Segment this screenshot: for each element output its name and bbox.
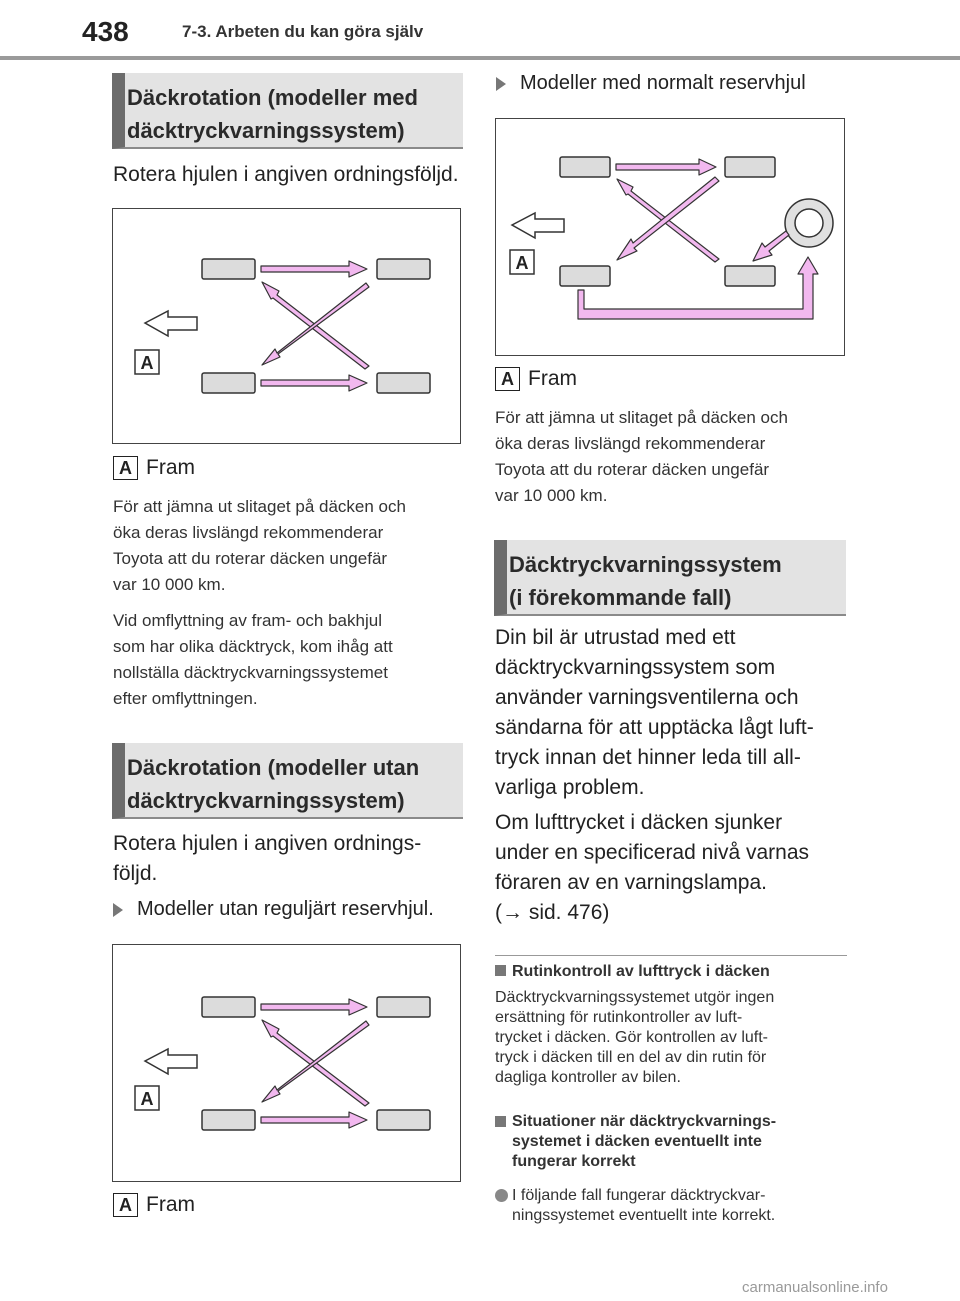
text-line: som har olika däcktryck, kom ihåg att	[113, 637, 393, 656]
text-line: använder varningsventilerna och	[495, 686, 799, 709]
text-line: var 10 000 km.	[495, 486, 608, 505]
circle-bullet-icon	[495, 1189, 508, 1202]
caption-front-3	[495, 367, 577, 391]
arrow-front-to-right	[616, 159, 716, 175]
rotation-diagram-2	[112, 944, 461, 1182]
tire-rear-left	[560, 266, 610, 286]
subheading-text: Rutinkontroll av lufttryck i däcken	[512, 963, 770, 980]
bullet-with-spare	[496, 72, 806, 95]
rotation-diagram-svg	[113, 209, 460, 443]
caption-text: Fram	[146, 456, 195, 479]
chapter-title: 7-3. Arbeten du kan göra själv	[182, 22, 424, 41]
page-number: 438	[82, 16, 129, 47]
text-line: ningssystemet eventuellt inte korrekt.	[512, 1207, 776, 1224]
rotation-diagram-with-spare	[495, 118, 845, 356]
label-a-text: A	[140, 1089, 154, 1109]
caption-text: Fram	[146, 1193, 195, 1216]
subheading-routine-check	[495, 962, 770, 982]
text-line: För att jämna ut slitaget på däcken och	[113, 497, 406, 516]
text-line: Vid omflyttning av fram- och bakhjul	[113, 611, 382, 630]
paragraph-rotation-interval-2	[495, 405, 850, 509]
text-line: Om lufttrycket i däcken sjunker	[495, 811, 783, 834]
heading-line: Däckrotation (modeller utan	[127, 755, 420, 780]
tire-front-left	[560, 157, 610, 177]
label-a-text: A	[140, 353, 154, 373]
arrow-rear-to-right	[261, 375, 367, 391]
divider	[495, 955, 847, 956]
tire-front-right	[725, 157, 775, 177]
text-line: Rotera hjulen i angiven ordnings-	[113, 832, 422, 855]
tire-front-right	[377, 997, 430, 1017]
subheading-tpms-malfunction	[495, 1112, 850, 1172]
watermark: carmanualsonline.info	[742, 1279, 888, 1296]
spare-wheel-icon	[785, 199, 833, 247]
text-line: öka deras livslängd rekommenderar	[495, 434, 766, 453]
header-rule	[0, 56, 960, 60]
text-line: Däcktryckvarningssystemet utgör ingen	[495, 989, 775, 1006]
arrow-spare-to-rear	[753, 231, 789, 261]
text-line: Toyota att du roterar däcken ungefär	[495, 460, 770, 479]
bullet-text: Modeller med normalt reservhjul	[520, 72, 806, 94]
text-line: dagliga kontroller av bilen.	[495, 1069, 681, 1086]
paragraph-reset-tpms	[113, 608, 468, 712]
page-reference-link[interactable]: (→ sid. 476)	[495, 901, 610, 924]
text-line: tryck innan det hinner leda till all-	[495, 746, 801, 769]
heading-line: Däcktryckvarningssystem	[509, 552, 782, 577]
bullet-no-spare	[113, 898, 434, 921]
paragraph-tpms-description	[495, 623, 850, 803]
front-direction-arrow-icon	[145, 311, 197, 336]
text-line: I följande fall fungerar däcktryckvar-	[512, 1187, 766, 1204]
triangle-bullet-icon	[496, 77, 506, 91]
text-line: var 10 000 km.	[113, 575, 226, 594]
tire-rear-right	[377, 1110, 430, 1130]
text-line: efter omflyttningen.	[113, 689, 258, 708]
text-line: föraren av en varningslampa.	[495, 871, 767, 894]
arrow-rear-to-right	[261, 1112, 367, 1128]
tire-rear-right	[377, 373, 430, 393]
text-line: Situationer när däcktryckvarnings-	[512, 1113, 777, 1130]
paragraph-rotation-interval	[113, 494, 468, 598]
rotation-diagram-1	[112, 208, 461, 444]
tire-rear-right	[725, 266, 775, 286]
bullet-tpms-malfunction	[495, 1186, 850, 1226]
front-direction-arrow-icon	[512, 213, 564, 238]
text-line: sändarna för att upptäcka lågt luft-	[495, 716, 814, 739]
label-a-badge: A	[495, 367, 520, 391]
tire-front-left	[202, 997, 255, 1017]
caption-front-1	[113, 456, 195, 480]
section-heading-with-tpms	[112, 73, 463, 149]
text-line: Toyota att du roterar däcken ungefär	[113, 549, 388, 568]
arrow-rear-to-spare	[578, 257, 818, 319]
rotation-diagram-svg	[113, 945, 460, 1181]
heading-line: däcktryckvarningssystem)	[127, 118, 405, 143]
arrow-front-to-right	[261, 999, 367, 1015]
heading-line: Däckrotation (modeller med	[127, 85, 418, 110]
intro-text: Rotera hjulen i angiven ordningsföljd.	[113, 163, 459, 186]
arrow-front-to-right	[261, 261, 367, 277]
triangle-bullet-icon	[113, 903, 123, 917]
tire-front-left	[202, 259, 255, 279]
square-bullet-icon	[495, 965, 506, 976]
text-line: under en specificerad nivå varnas	[495, 841, 810, 864]
label-a-badge: A	[113, 456, 138, 480]
text-line: systemet i däcken eventuellt inte	[512, 1133, 762, 1150]
text-line: varliga problem.	[495, 776, 645, 799]
text-line: däcktryckvarningssystem som	[495, 656, 776, 679]
caption-text: Fram	[528, 367, 577, 390]
text-line: följd.	[113, 862, 158, 885]
paragraph-warning-light	[495, 808, 850, 928]
text-line: fungerar korrekt	[512, 1153, 636, 1170]
intro-text-2	[113, 829, 421, 889]
label-a-text: A	[515, 253, 529, 273]
heading-line: däcktryckvarningssystem)	[127, 788, 405, 813]
text-line: tryck i däcken till en del av din rutin för	[495, 1049, 767, 1066]
text-line: öka deras livslängd rekommenderar	[113, 523, 384, 542]
text-line: ersättning för rutinkontroller av luft-	[495, 1009, 743, 1026]
square-bullet-icon	[495, 1116, 506, 1127]
text-line: nollställa däcktryckvarningssystemet	[113, 663, 388, 682]
front-direction-arrow-icon	[145, 1049, 197, 1074]
paragraph-routine-check	[495, 988, 850, 1088]
text-line: trycket i däcken. Gör kontrollen av luft-	[495, 1029, 768, 1046]
tire-front-right	[377, 259, 430, 279]
text-line: För att jämna ut slitaget på däcken och	[495, 408, 788, 427]
rotation-diagram-svg	[496, 119, 844, 355]
section-heading-without-tpms	[112, 743, 463, 819]
label-a-badge: A	[113, 1193, 138, 1217]
caption-front-2	[113, 1193, 195, 1217]
bullet-text: Modeller utan reguljärt reservhjul.	[137, 898, 434, 920]
section-heading-tpms	[494, 540, 846, 616]
tire-rear-left	[202, 1110, 255, 1130]
text-line: Din bil är utrustad med ett	[495, 626, 736, 649]
tire-rear-left	[202, 373, 255, 393]
heading-line: (i förekommande fall)	[509, 585, 732, 610]
